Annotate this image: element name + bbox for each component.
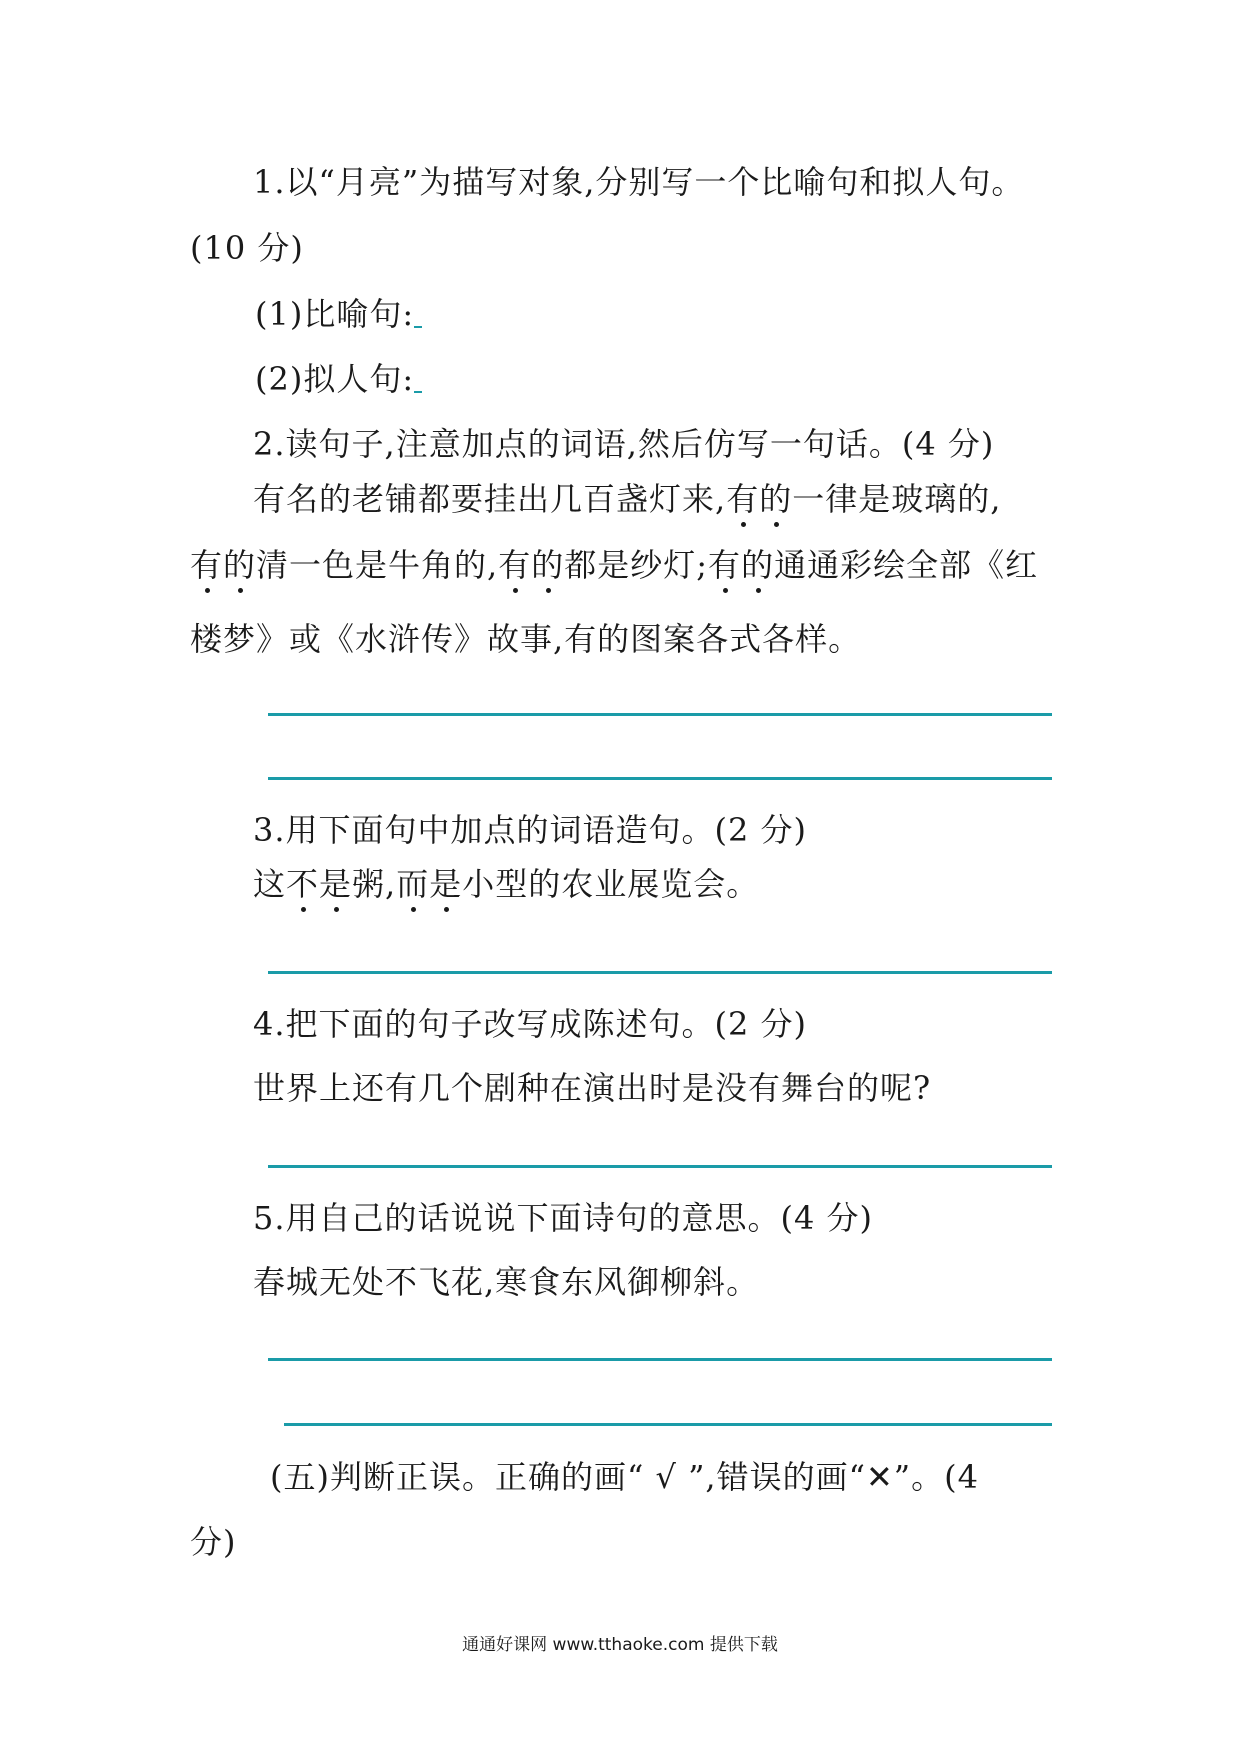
q2-answer-line-2[interactable] (268, 777, 1052, 780)
q2-dotted-char: 有 (498, 546, 532, 584)
q2-passage-line1 (253, 479, 1001, 519)
q2-dotted-char: 的 (223, 546, 257, 584)
q4-sentence: 世界上还有几个剧种在演出时是没有舞台的呢? (253, 1069, 932, 1107)
q2-p2-text-b: 清一色是牛角的, (256, 546, 499, 584)
q2-p1-text-a: 有名的老铺都要挂出几百盏灯来, (253, 480, 727, 518)
q2-dotted-char: 的 (759, 480, 793, 518)
q3-dotted-char: 不 (286, 865, 320, 903)
q2-p1-text-c: 一律是玻璃的, (792, 480, 1002, 518)
section5-heading-line1: (五)判断正误。正确的画“ √ ”,错误的画“✕”。(4 (270, 1458, 979, 1496)
q2-title: 2.读句子,注意加点的词语,然后仿写一句话。(4 分) (253, 425, 995, 463)
q2-dotted-char: 的 (741, 546, 775, 584)
page-footer: 通通好课网 www.tthaoke.com 提供下载 (462, 1635, 778, 1655)
q3-title: 3.用下面句中加点的词语造句。(2 分) (253, 811, 808, 849)
q5-answer-line-2[interactable] (284, 1423, 1052, 1426)
q4-answer-line[interactable] (268, 1165, 1052, 1168)
q5-answer-line-1[interactable] (268, 1358, 1052, 1361)
q5-title: 5.用自己的话说说下面诗句的意思。(4 分) (253, 1199, 874, 1237)
q2-dotted-char: 有 (190, 546, 224, 584)
q1-personification-label: (2)拟人句: (255, 360, 415, 398)
q1-simile-answer-line[interactable] (414, 326, 422, 328)
q2-passage-line2 (190, 545, 1038, 585)
q1-simile-label: (1)比喻句: (255, 295, 415, 333)
q2-answer-line-1[interactable] (268, 713, 1052, 716)
section5-heading-line2: 分) (190, 1523, 237, 1561)
q1-prompt-line1: 1.以“月亮”为描写对象,分别写一个比喻句和拟人句。 (253, 163, 1025, 201)
q3-text-a: 这 (253, 865, 287, 903)
q4-title: 4.把下面的句子改写成陈述句。(2 分) (253, 1005, 808, 1043)
q3-dotted-char: 是 (429, 865, 463, 903)
q2-p2-text-f: 通通彩绘全部《红 (774, 546, 1039, 584)
q3-sentence (253, 864, 759, 904)
q2-dotted-char: 的 (531, 546, 565, 584)
q2-passage-line3: 楼梦》或《水浒传》故事,有的图案各式各样。 (190, 620, 862, 658)
q3-dotted-char: 而 (396, 865, 430, 903)
q2-dotted-char: 有 (726, 480, 760, 518)
q3-dotted-char: 是 (319, 865, 353, 903)
q3-text-e: 小型的农业展览会。 (462, 865, 760, 903)
q1-personification-answer-line[interactable] (414, 391, 422, 393)
q2-dotted-char: 有 (708, 546, 742, 584)
q3-answer-line[interactable] (268, 971, 1052, 974)
q1-prompt-line2: (10 分) (190, 229, 304, 267)
q3-text-c: 粥, (352, 865, 397, 903)
q2-p2-text-d: 都是纱灯; (564, 546, 709, 584)
q5-poem: 春城无处不飞花,寒食东风御柳斜。 (253, 1263, 760, 1301)
